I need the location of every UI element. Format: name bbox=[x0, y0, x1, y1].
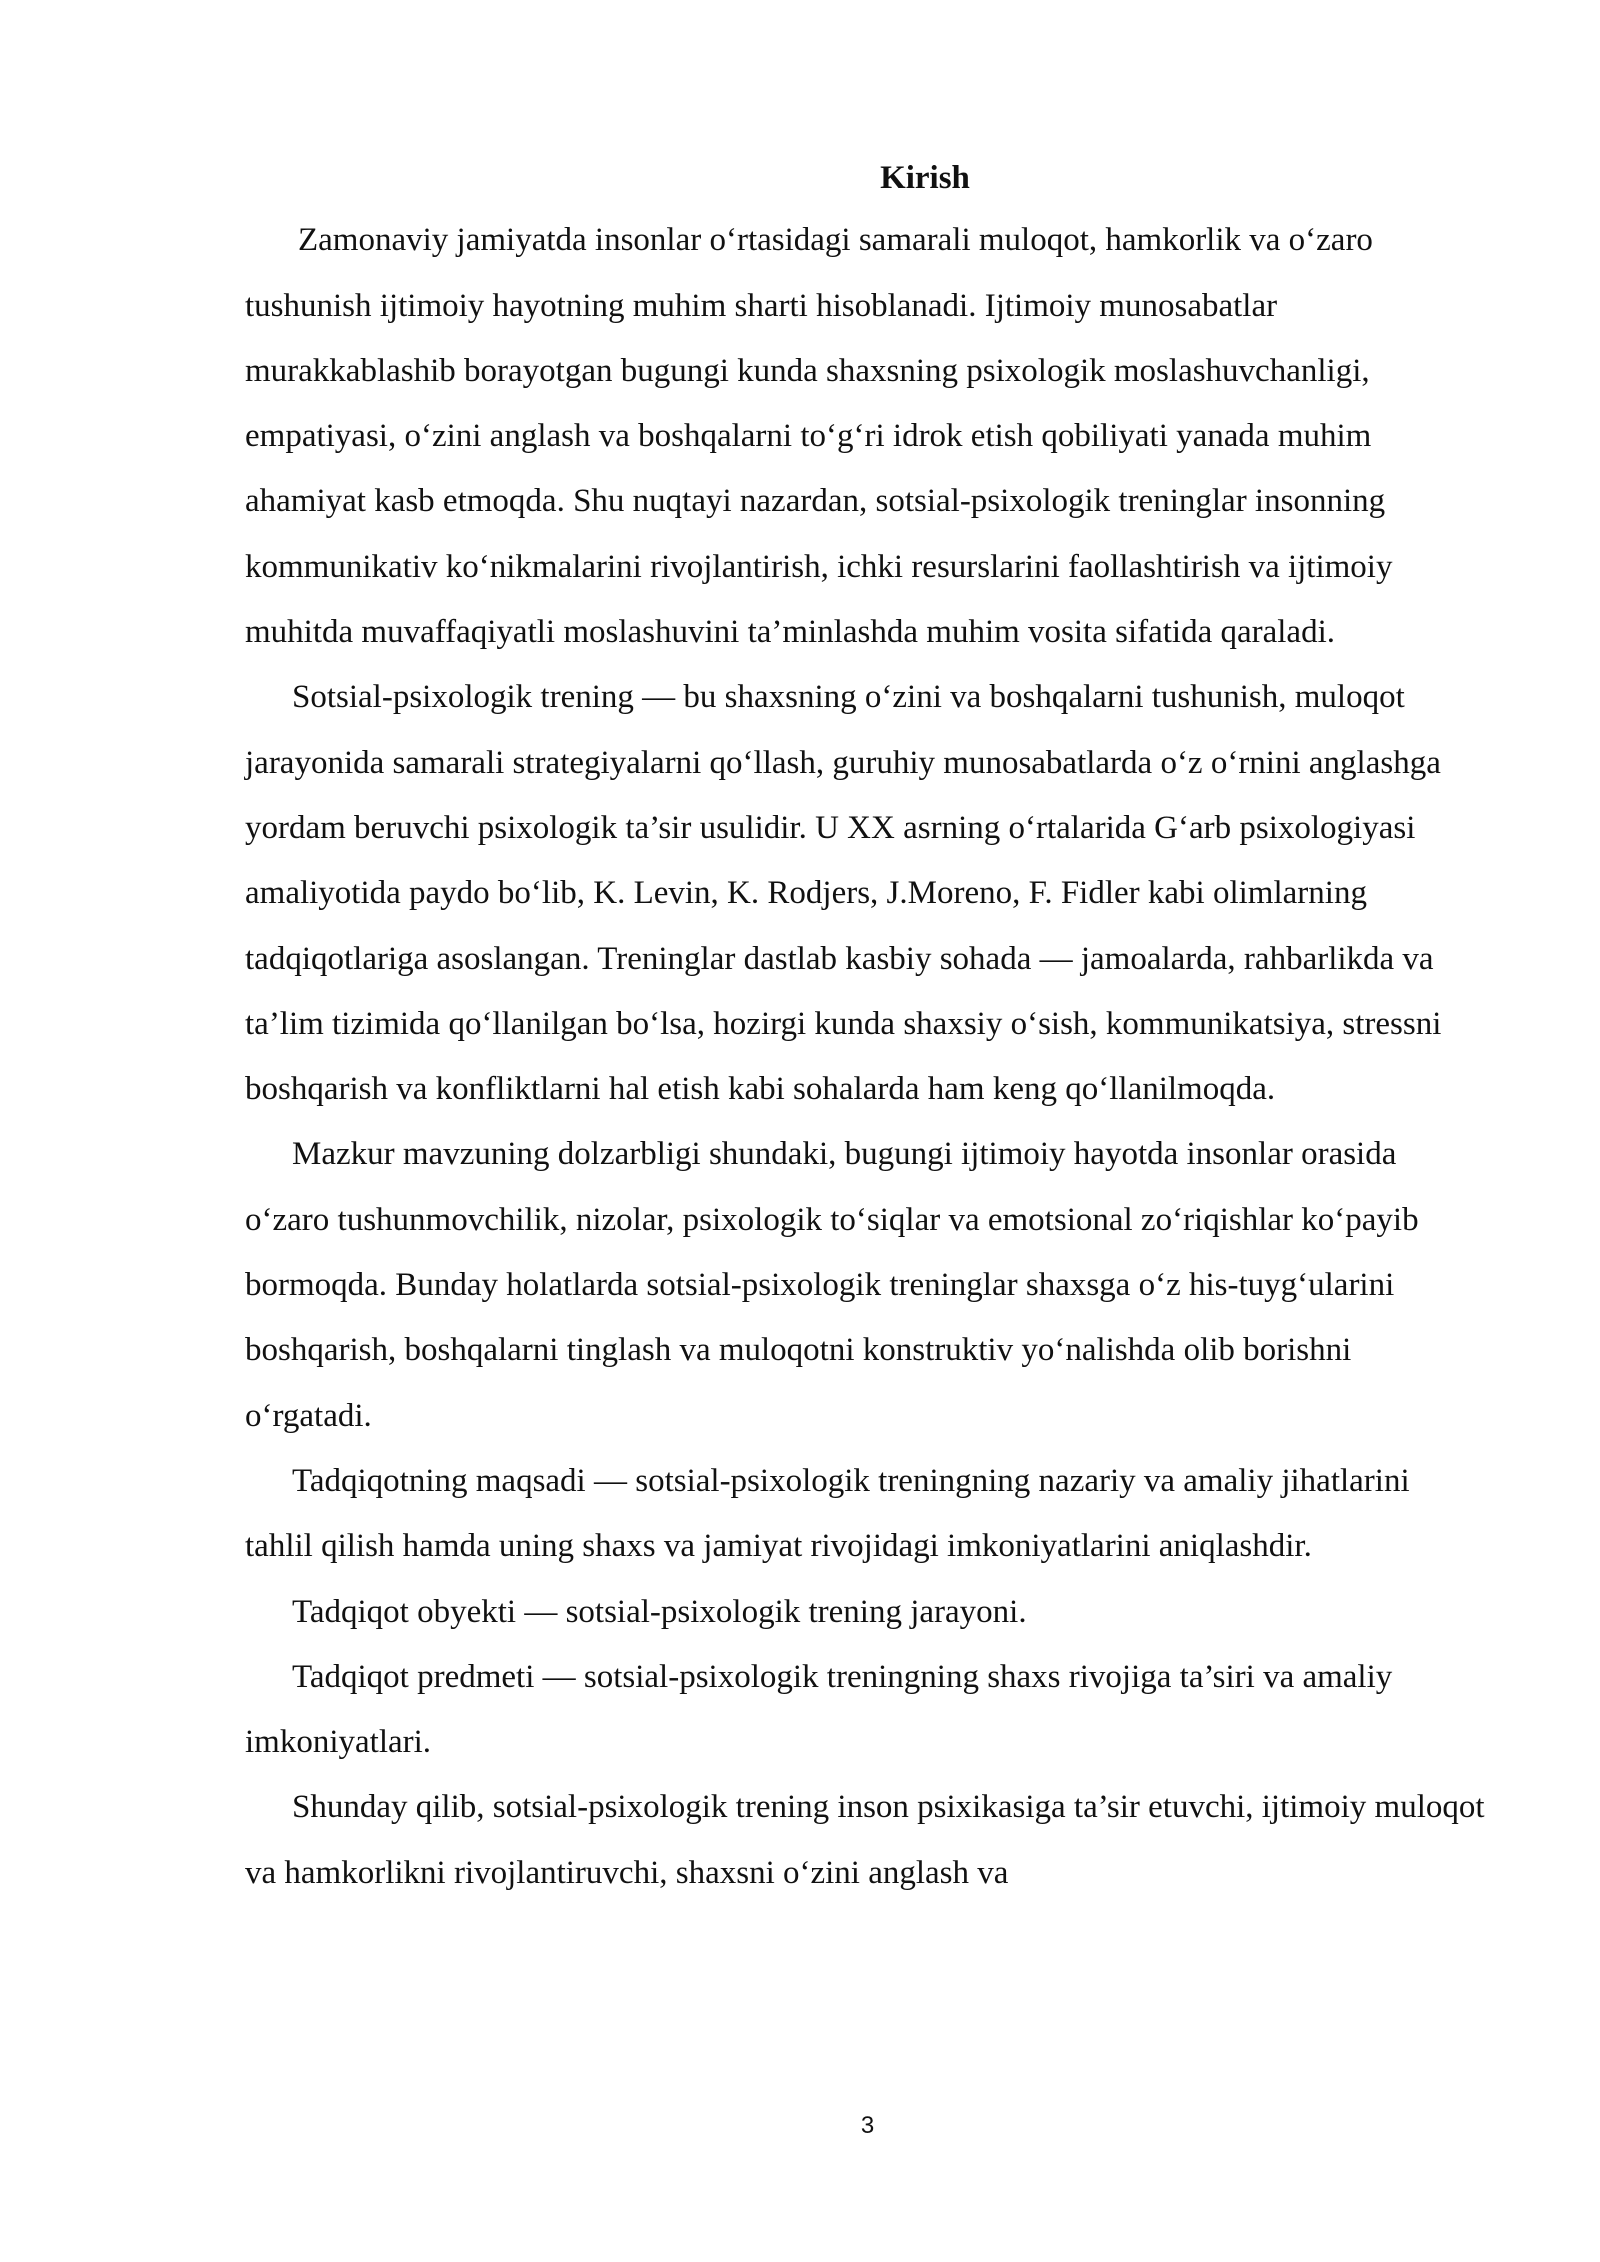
paragraph-research-subject: Tadqiqot predmeti — sotsial-psixologik treningning shaxs rivojiga ta’siri va amaliy imkoniyatlari. bbox=[245, 1658, 1393, 1761]
paragraph-relevance: Mazkur mavzuning dolzarbligi shundaki, bugungi ijtimoiy hayotda insonlar orasida o‘zaro tushunmovchilik, nizolar, psixologik to‘siqlar va emotsional zo‘riqishlar ko‘payib bormoqda. Bunday holatlarda sotsial-psixologik treninglar shaxsga o‘z his-tuyg‘ularini boshqarish, boshqalarni tinglash va muloqotni konstruktiv yo‘nalishda olib borishni o‘rgatadi. bbox=[245, 1136, 1419, 1434]
page-title: Kirish bbox=[880, 160, 970, 196]
paragraph-intro: Zamonaviy jamiyatda insonlar o‘rtasidagi samarali muloqot, hamkorlik va o‘zaro tushunish ijtimoiy hayotning muhim sharti hisoblanadi. Ijtimoiy munosabatlar murakkablashib borayotgan bugungi kunda shaxsning psixologik moslashuvchanligi, empatiyasi, o‘zini anglash va boshqalarni to‘g‘ri idrok etish qobiliyati yanada muhim ahamiyat kasb etmoqda. Shu nuqtayi nazardan, sotsial-psixologik treninglar insonning kommunikativ ko‘nikmalarini rivojlantirish, ichki resurslarini faollashtirish va ijtimoiy muhitda muvaffaqiyatli moslashuvini ta’minlashda muhim vosita sifatida qaraladi. bbox=[245, 222, 1393, 651]
paragraph-definition: Sotsial-psixologik trening — bu shaxsning o‘zini va boshqalarni tushunish, muloqot jarayonida samarali strategiyalarni qo‘llash, guruhiy munosabatlarda o‘z o‘rnini anglashga yordam beruvchi psixologik ta’sir usulidir. U XX asrning o‘rtalarida G‘arb psixologiyasi amaliyotida paydo bo‘lib, K. Levin, K. Rodjers, J.Moreno, F. Fidler kabi olimlarning tadqiqotlariga asoslangan. Treninglar dastlab kasbiy sohada — jamoalarda, rahbarlikda va ta’lim tizimida qo‘llanilgan bo‘lsa, hozirgi kunda shaxsiy o‘sish, kommunikatsiya, stressni boshqarish va konfliktlarni hal etish kabi sohalarda ham keng qo‘llanilmoqda. bbox=[245, 679, 1442, 1108]
paragraph-research-goal: Tadqiqotning maqsadi — sotsial-psixologik treningning nazariy va amaliy jihatlarini tahlil qilish hamda uning shaxs va jamiyat rivojidagi imkoniyatlarini aniqlashdir. bbox=[245, 1462, 1410, 1565]
page-body bbox=[245, 146, 1485, 1906]
page-number: 3 bbox=[860, 2112, 875, 2139]
paragraph-research-object: Tadqiqot obyekti — sotsial-psixologik trening jarayoni. bbox=[292, 1593, 1027, 1630]
paragraph-conclusion: Shunday qilib, sotsial-psixologik trening inson psixikasiga ta’sir etuvchi, ijtimoiy muloqot va hamkorlikni rivojlantiruvchi, shaxsni o‘zini anglash va bbox=[245, 1789, 1485, 1891]
